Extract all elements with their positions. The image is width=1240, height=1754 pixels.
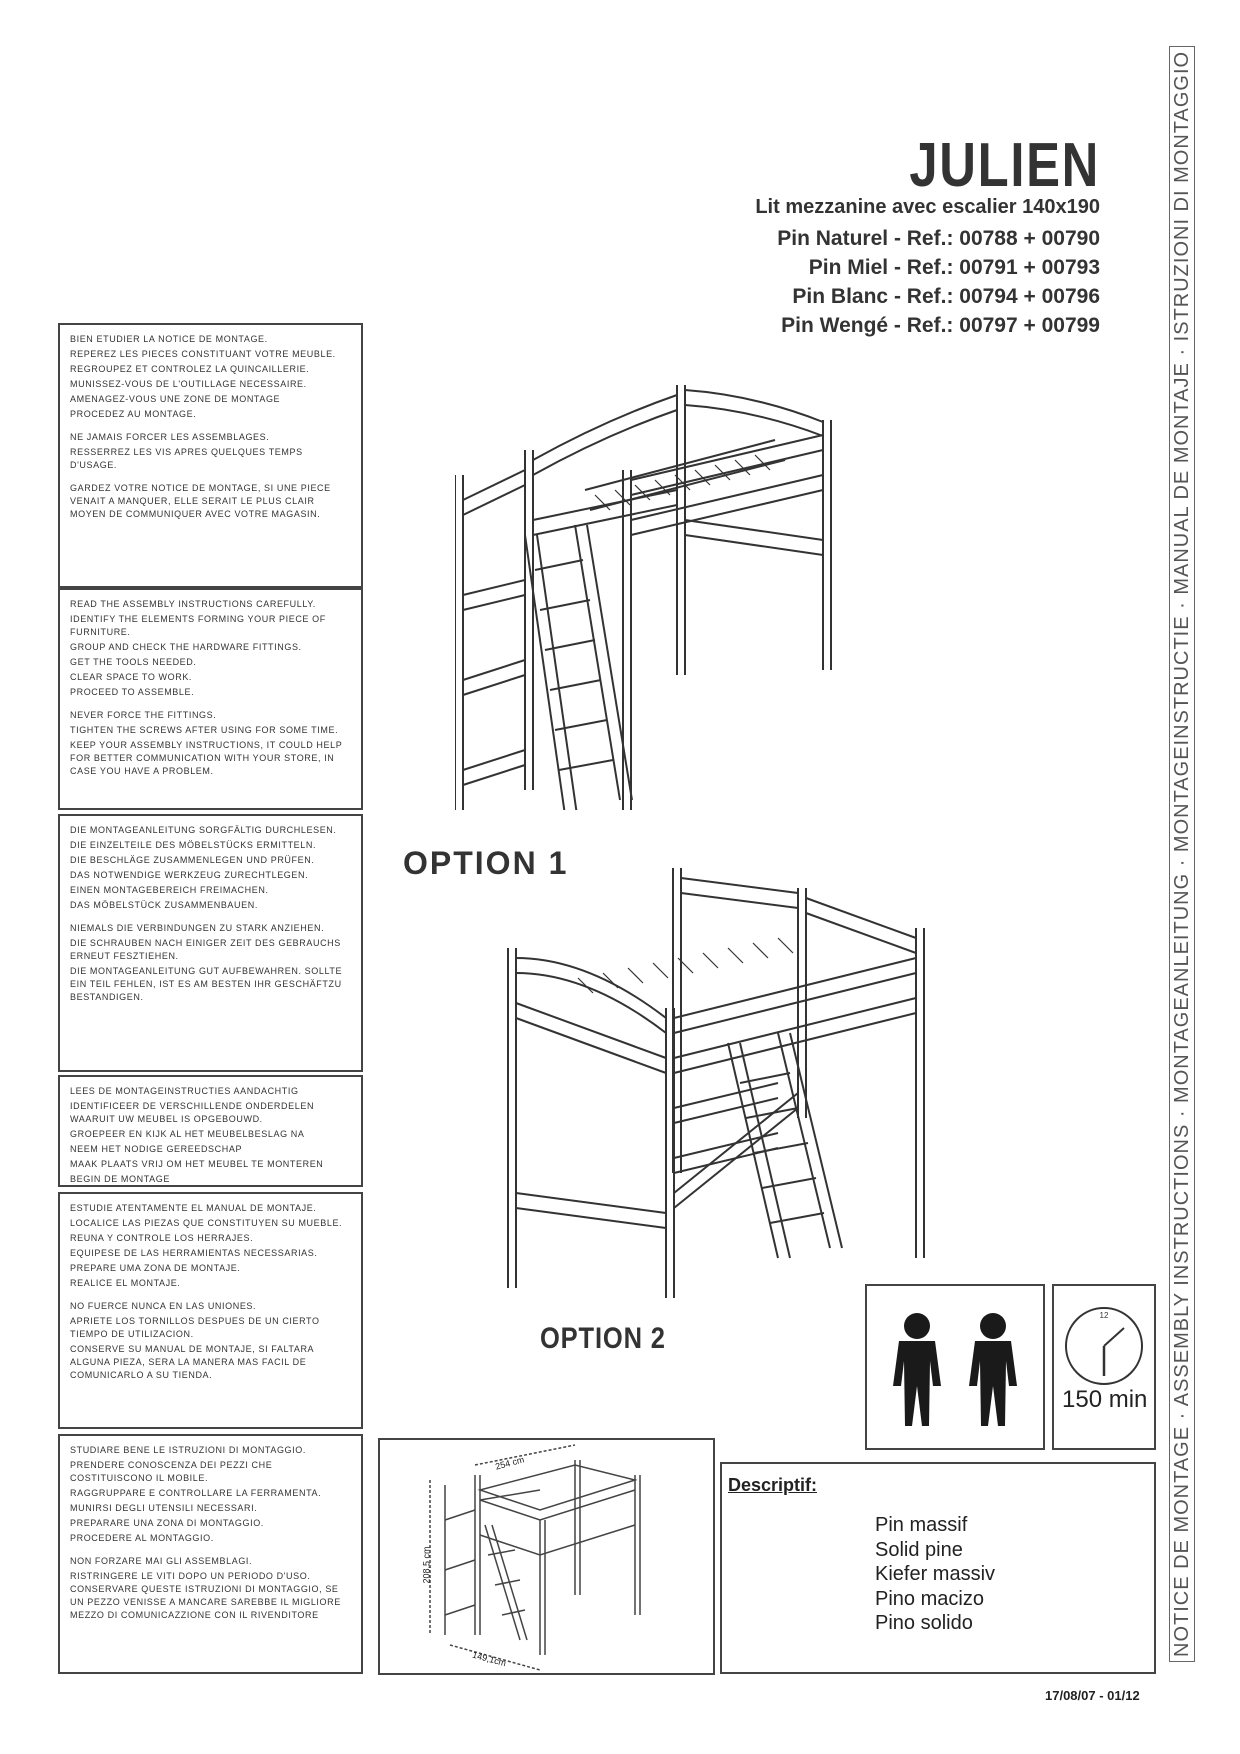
description-item: Solid pine (875, 1538, 963, 1561)
instruction-line: CLEAR SPACE TO WORK. (70, 672, 193, 682)
dimensions-box (378, 1438, 715, 1675)
instruction-line: READ THE ASSEMBLY INSTRUCTIONS CAREFULLY. (70, 599, 316, 609)
footer-date: 17/08/07 - 01/12 (1045, 1688, 1140, 1703)
description-item: Pino solido (875, 1612, 973, 1634)
instruction-line: DIE EINZELTEILE DES MÖBELSTÜCKS ERMITTELN. (70, 840, 317, 850)
description-list (875, 1513, 995, 1636)
reference-line: Pin Miel - Ref.: 00791 + 00793 (808, 256, 1100, 279)
length-label: 254 cm (494, 1454, 526, 1472)
instruction-line: REALICE EL MONTAJE. (70, 1278, 181, 1288)
instruction-line: PROCEDEZ AU MONTAGE. (70, 409, 197, 419)
instruction-line: DIE SCHRAUBEN NACH EINIGER ZEIT DES GEBRAUCHS ERNEUT FESZTIEHEN. (70, 938, 341, 961)
instruction-line: BEGIN DE MONTAGE (70, 1174, 170, 1184)
description-item: Kiefer massiv (875, 1563, 996, 1585)
two-persons-icon (867, 1286, 1043, 1448)
instruction-line: PREPARARE UNA ZONA DI MONTAGGIO. (70, 1518, 264, 1528)
product-subtitle: Lit mezzanine avec escalier 140x190 (755, 196, 1100, 218)
instruction-line: TIGHTEN THE SCREWS AFTER USING FOR SOME TIME. (70, 725, 339, 735)
assembly-time: 150 min (1062, 1386, 1148, 1413)
instruction-line: MUNISSEZ-VOUS DE L'OUTILLAGE NECESSAIRE. (70, 379, 307, 389)
bed-option2-illustration (478, 858, 938, 1298)
instruction-line: NE JAMAIS FORCER LES ASSEMBLAGES. (70, 432, 270, 442)
instruction-line: ESTUDIE ATENTAMENTE EL MANUAL DE MONTAJE. (70, 1203, 317, 1213)
instruction-line: PROCEDERE AL MONTAGGIO. (70, 1533, 214, 1543)
instruction-line: APRIETE LOS TORNILLOS DESPUES DE UN CIERTO TIEMPO DE UTILIZACION. (70, 1316, 320, 1339)
instruction-line: REUNA Y CONTROLE LOS HERRAJES. (70, 1233, 254, 1243)
instructions-it (58, 1434, 363, 1674)
description-item: Pino macizo (875, 1587, 984, 1610)
time-box (1052, 1284, 1156, 1450)
product-title: JULIEN (909, 131, 1100, 200)
instruction-line: DIE BESCHLÄGE ZUSAMMENLEGEN UND PRÜFEN. (70, 855, 315, 865)
instruction-line: GROUP AND CHECK THE HARDWARE FITTINGS. (70, 642, 302, 652)
instruction-line: RAGGRUPPARE E CONTROLLARE LA FERRAMENTA. (70, 1488, 322, 1498)
instruction-line: RISTRINGERE LE VITI DOPO UN PERIODO D'USO. CONSERVARE QUESTE ISTRUZIONI DI MONTAGGIO, SE UN PEZZO VENISSE A MANCARE SAREBBE IL MIGLIORE MEZZO DI COMUNICAZZIONE CON IL RIVENDITORE (70, 1571, 341, 1620)
instruction-line: GROEPEER EN KIJK AL HET MEUBELBESLAG NA (70, 1129, 305, 1139)
instruction-line: MAAK PLAATS VRIJ OM HET MEUBEL TE MONTEREN (70, 1159, 324, 1169)
bed-option1-illustration (455, 360, 945, 810)
instructions-es (58, 1192, 363, 1429)
instruction-line: REGROUPEZ ET CONTROLEZ LA QUINCAILLERIE. (70, 364, 310, 374)
depth-label: 149,1cm (471, 1649, 508, 1669)
instruction-line: PREPARE UMA ZONA DE MONTAJE. (70, 1263, 241, 1273)
description-title: Descriptif: (728, 1475, 818, 1495)
reference-line: Pin Wengé - Ref.: 00797 + 00799 (781, 314, 1100, 337)
reference-list (600, 224, 1100, 340)
description-item: Pin massif (875, 1514, 968, 1536)
instruction-line: DAS NOTWENDIGE WERKZEUG ZURECHTLEGEN. (70, 870, 309, 880)
instruction-line: NO FUERCE NUNCA EN LAS UNIONES. (70, 1301, 257, 1311)
instruction-line: AMENAGEZ-VOUS UNE ZONE DE MONTAGE (70, 394, 281, 404)
instructions-en (58, 588, 363, 810)
instruction-line: NEEM HET NODIGE GEREEDSCHAP (70, 1144, 243, 1154)
clock-number: 12 (1099, 1311, 1109, 1320)
instruction-line: EQUIPESE DE LAS HERRAMIENTAS NECESSARIAS. (70, 1248, 318, 1258)
instruction-line: DIE MONTAGEANLEITUNG GUT AUFBEWAHREN. SOLLTE EIN TEIL FEHLEN, IST ES AM BESTEN IHR GESCHÄFTZU BESTANDIGEN. (70, 966, 343, 1002)
instruction-line: GARDEZ VOTRE NOTICE DE MONTAGE, SI UNE PIECE VENAIT A MANQUER, ELLE SERAIT LE PLUS CLAIR MOYEN DE COMMUNIQUER AVEC VOTRE MAGASIN. (70, 483, 331, 519)
instruction-line: RESSERREZ LES VIS APRES QUELQUES TEMPS D'USAGE. (70, 447, 303, 470)
instruction-line: IDENTIFICEER DE VERSCHILLENDE ONDERDELEN WAARUIT UW MEUBEL IS OPGEBOUWD. (70, 1101, 315, 1124)
instruction-line: PRENDERE CONOSCENZA DEI PEZZI CHE COSTITUISCONO IL MOBILE. (70, 1460, 273, 1483)
instruction-line: DAS MÖBELSTÜCK ZUSAMMENBAUEN. (70, 900, 258, 910)
instruction-line: NIEMALS DIE VERBINDUNGEN ZU STARK ANZIEHEN. (70, 923, 325, 933)
reference-line: Pin Blanc - Ref.: 00794 + 00796 (792, 285, 1100, 308)
reference-line: Pin Naturel - Ref.: 00788 + 00790 (777, 227, 1100, 250)
instructions-de (58, 814, 363, 1072)
instruction-line: GET THE TOOLS NEEDED. (70, 657, 197, 667)
side-banner: NOTICE DE MONTAGE · ASSEMBLY INSTRUCTIONS · MONTAGEANLEITUNG · MONTAGEINSTRUCTIE · MANUAL DE MONTAJE · ISTRUZIONI DI MONTAGGIO (1162, 72, 1202, 1662)
instruction-line: EINEN MONTAGEBEREICH FREIMACHEN. (70, 885, 269, 895)
instruction-line: BIEN ETUDIER LA NOTICE DE MONTAGE. (70, 334, 268, 344)
instruction-line: LOCALICE LAS PIEZAS QUE CONSTITUYEN SU MUEBLE. (70, 1218, 343, 1228)
clock-icon (1054, 1296, 1154, 1396)
instruction-line: DIE MONTAGEANLEITUNG SORGFÄLTIG DURCHLESEN. (70, 825, 337, 835)
option1-label: OPTION 1 (403, 845, 569, 881)
instruction-line: LEES DE MONTAGEINSTRUCTIES AANDACHTIG (70, 1086, 299, 1096)
instructions-fr (58, 323, 363, 588)
instruction-line: CONSERVE SU MANUAL DE MONTAJE, SI FALTARA ALGUNA PIEZA, SERA LA MANERA MAS FACIL DE COMUNICARLO A SU TIENDA. (70, 1344, 314, 1380)
instruction-line: IDENTIFY THE ELEMENTS FORMING YOUR PIECE OF FURNITURE. (70, 614, 326, 637)
instruction-line: MUNIRSI DEGLI UTENSILI NECESSARI. (70, 1503, 258, 1513)
instruction-line: PROCEED TO ASSEMBLE. (70, 687, 195, 697)
height-label: 208,5 cm (421, 1546, 432, 1584)
instruction-line: STUDIARE BENE LE ISTRUZIONI DI MONTAGGIO. (70, 1445, 306, 1455)
instruction-line: REPEREZ LES PIECES CONSTITUANT VOTRE MEUBLE. (70, 349, 336, 359)
instruction-line: KEEP YOUR ASSEMBLY INSTRUCTIONS, IT COULD HELP FOR BETTER COMMUNICATION WITH YOUR STORE, IN CASE YOU HAVE A PROBLEM. (70, 740, 343, 776)
instructions-nl (58, 1075, 363, 1187)
instruction-line: NEVER FORCE THE FITTINGS. (70, 710, 217, 720)
two-persons-box (865, 1284, 1045, 1450)
instruction-line: NON FORZARE MAI GLI ASSEMBLAGI. (70, 1556, 253, 1566)
option2-label: OPTION 2 (540, 1322, 666, 1355)
